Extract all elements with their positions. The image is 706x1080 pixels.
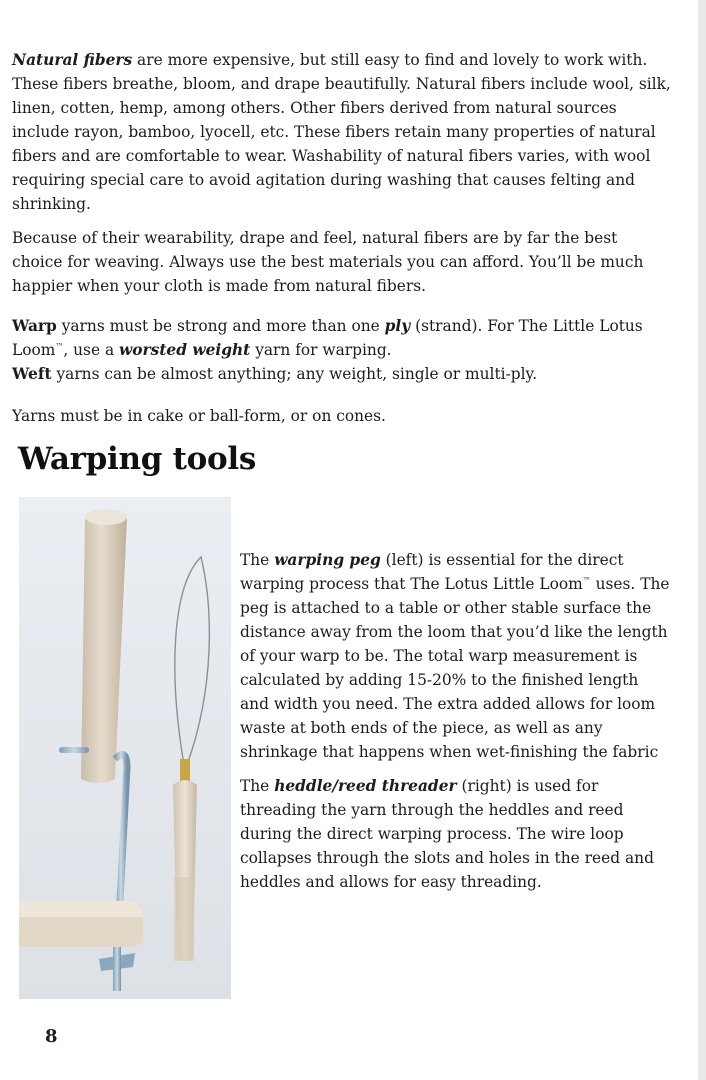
natural-fibers-text: are more expensive, but still easy to find and lovely to work with. These fibers breathe, bloom, and drape beautifully. Natural fibers include wool, silk, linen, cotten, hemp, among others. Other fibers derived from natural sources include rayon, bamboo, lyocell, etc. These fibers retain many properties of natural fibers and are comfortable to wear. Washability of natural fibers varies, with wool requiring special care to avoid agitation during washing that causes felting and shrinking. (12, 51, 671, 213)
page-edge (698, 0, 706, 1080)
threader-text-1: The (240, 777, 275, 795)
wearability-paragraph (12, 226, 672, 298)
warp-text-4: yarn for warping. (250, 341, 392, 359)
ply-term: ply (384, 317, 411, 335)
heddle-reed-threader-term: heddle/reed threader (274, 777, 457, 795)
yarn-form-text: Yarns must be in cake or ball-form, or on cones. (12, 407, 386, 425)
peg-text-2: (left) is essential for the direct warping process that The Lotus Little Loom (240, 551, 624, 593)
threader-paragraph (240, 774, 670, 894)
page-number: 8 (45, 1026, 58, 1047)
threader-text-2: (right) is used for threading the yarn through the heddles and reed during the direct warping process. The wire loop collapses through the slots and holes in the reed and heddles and allows for easy threading. (240, 777, 654, 891)
worsted-weight-term: worsted weight (119, 341, 251, 359)
yarn-form-paragraph (12, 404, 672, 428)
warp-text-1: yarns must be strong and more than one (56, 317, 385, 335)
section-heading: Warping tools (18, 441, 257, 477)
peg-text-3: uses. The peg is attached to a table or other stable surface the distance away from the loom that you’d like the length of your warp to be. The total warp measurement is calculated by adding 15-20% to the finished length and width you need. The extra added allows for loom waste at both ends of the piece, as well as any shrinkage that happens when wet-finishing the fabric (240, 575, 670, 761)
warping-tools-photo (19, 497, 231, 999)
warping-peg (19, 509, 143, 991)
trademark-symbol-2: ™ (582, 575, 591, 585)
warping-tools-description (240, 548, 670, 894)
weft-text: yarns can be almost anything; any weight, single or multi-ply. (51, 365, 538, 383)
weft-term: Weft (12, 365, 52, 383)
heddle-reed-threader (173, 557, 209, 962)
warp-text-3: , use a (63, 341, 120, 359)
natural-fibers-paragraph (12, 48, 672, 216)
wearability-text: Because of their wearability, drape and feel, natural fibers are by far the best choice for weaving. Always use the best materials you can afford. You’ll be much happier when your cloth is made from natural fibers. (12, 229, 644, 295)
warp-term: Warp (12, 317, 57, 335)
warp-text-2: (strand). For The Little Lotus Loom (12, 317, 643, 359)
warping-peg-term: warping peg (274, 551, 381, 569)
natural-fibers-term: Natural fibers (12, 51, 133, 69)
peg-text-1: The (240, 551, 275, 569)
warping-tools-illustration (19, 497, 231, 999)
warp-weft-paragraph (12, 314, 672, 386)
trademark-symbol: ™ (55, 341, 64, 351)
warping-peg-paragraph (240, 548, 670, 764)
